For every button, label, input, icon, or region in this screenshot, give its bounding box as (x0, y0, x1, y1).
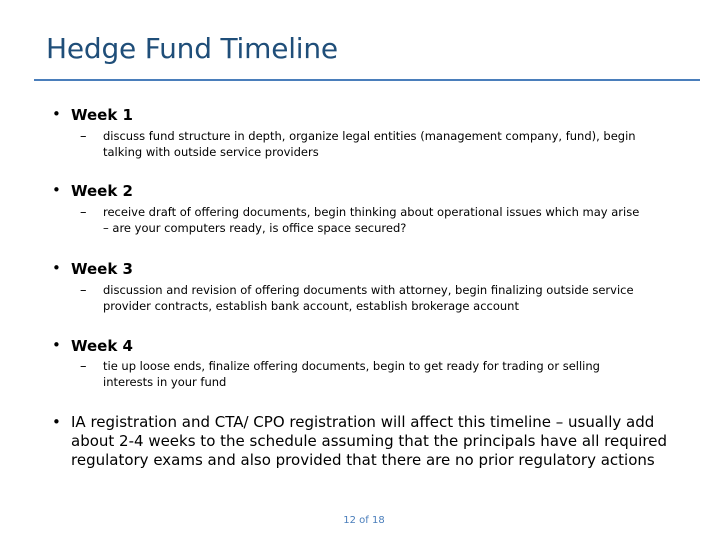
week-2-label: Week 2 (71, 182, 133, 200)
week-3-label: Week 3 (71, 260, 133, 278)
slide-title: Hedge Fund Timeline (46, 32, 338, 65)
bullet-icon: • (52, 336, 61, 354)
week-1-detail-line: discuss fund structure in depth, organize legal entities (management company, fund), begin (103, 129, 636, 143)
registration-note-line: about 2-4 weeks to the schedule assuming that the principals have all required (71, 432, 667, 450)
week-4-detail-line: tie up loose ends, finalize offering documents, begin to get ready for trading or selling (103, 359, 600, 373)
registration-note-line: regulatory exams and also provided that there are no prior regulatory actions (71, 451, 655, 469)
dash-icon: – (80, 205, 87, 220)
week-2-detail-line: receive draft of offering documents, begin thinking about operational issues which may arise (103, 205, 640, 219)
week-2-detail-line: – are your computers ready, is office space secured? (103, 221, 407, 235)
registration-note-line: IA registration and CTA/ CPO registration will affect this timeline – usually add (71, 413, 655, 431)
week-3-detail-line: discussion and revision of offering documents with attorney, begin finalizing outside service (103, 283, 634, 297)
week-4-detail-line: interests in your fund (103, 375, 227, 389)
bullet-icon: • (52, 181, 61, 199)
bullet-icon: • (52, 259, 61, 277)
week-4-label: Week 4 (71, 337, 133, 355)
page-indicator: 12 of 18 (343, 515, 385, 526)
week-3-detail-line: provider contracts, establish bank account, establish brokerage account (103, 299, 519, 313)
dash-icon: – (80, 359, 87, 374)
dash-icon: – (80, 129, 87, 144)
title-underline (34, 79, 700, 81)
bullet-icon: • (52, 105, 61, 123)
bullet-icon: • (52, 413, 61, 431)
dash-icon: – (80, 283, 87, 298)
week-1-label: Week 1 (71, 106, 133, 124)
week-1-detail-line: talking with outside service providers (103, 145, 319, 159)
